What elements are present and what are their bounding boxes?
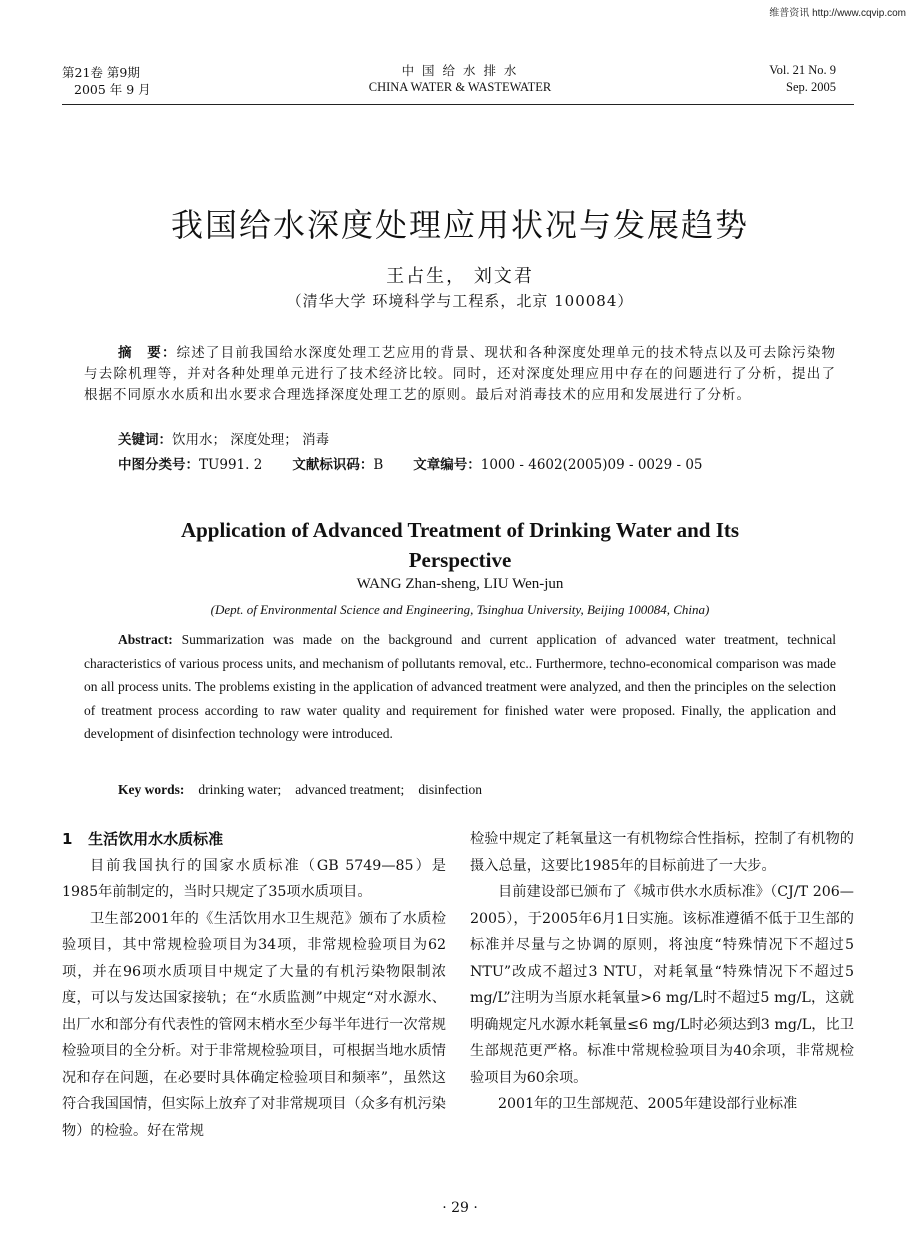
section-title: 生活饮用水水质标准	[88, 830, 224, 848]
keywords-en-label: Key words:	[118, 782, 185, 797]
body-column-right	[470, 826, 854, 1118]
watermark: 维普资讯 http://www.cqvip.com	[769, 8, 906, 19]
abstract-cn-text: 综述了目前我国给水深度处理工艺应用的背景、现状和各种深度处理单元的技术特点以及可去除污染物与去除机理等，并对各种处理单元进行了技术经济比较。同时，还对深度处理应用中存在的问题进行了分析，提出了根据不同原水水质和出水要求合理选择深度处理工艺的原则。最后对消毒技术的应用和发展进行了分析。	[84, 345, 836, 403]
affiliation-cn: （清华大学 环境科学与工程系，北京 100084）	[286, 292, 634, 310]
article-no-label: 文章编号：	[413, 457, 481, 473]
keywords-cn	[118, 428, 329, 448]
body-paragraph: 卫生部2001年的《生活饮用水卫生规范》颁布了水质检验项目，其中常规检验项目为34项，非常规检验项目为62项，并在96项水质项目中规定了大量的有机污染物限制浓度，可以与发达国家接轨；在“水质监测”中规定“对水源水、出厂水和部分有代表性的管网末梢水至少每半年进行一次常规检验项目的全分析。对于非常规检验项目，可根据当地水质情况和存在问题，在必要时具体确定检验项目和频率”，虽然这符合我国国情，但实际上放弃了对非常规项目（众多有机污染物）的检验。好在常规	[62, 910, 446, 1139]
body-paragraph: 检验中规定了耗氧量这一有机物综合性指标，控制了有机物的摄入总量，这要比1985年的目标前进了一大步。	[470, 831, 854, 874]
article-no-value: 1000 - 4602(2005)09 - 0029 - 05	[480, 457, 703, 473]
abstract-en	[84, 628, 836, 746]
abstract-cn-label: 摘 要：	[118, 345, 177, 361]
body-paragraph: 目前我国执行的国家水质标准（GB 5749—85）是1985年前制定的，当时只规定了35项水质项目。	[62, 857, 446, 900]
body-column-left	[62, 826, 446, 1144]
keyword-en-2: advanced treatment;	[295, 782, 405, 797]
authors-en: WANG Zhan-sheng, LIU Wen-jun	[356, 576, 564, 592]
keywords-cn-label: 关键词：	[118, 432, 172, 448]
abstract-cn	[84, 343, 836, 406]
classification-line	[118, 453, 703, 473]
body-paragraph: 目前建设部已颁布了《城市供水水质标准》（CJ/T 206—2005），于2005年6月1日实施。该标准遵循不低于卫生部的标准并尽量与之协调的原则，将浊度“特殊情况下不超过5 NTU”改成不超过3 NTU，对耗氧量“特殊情况下不超过5 mg/L”注明为当原水耗氧量>6 mg/L时不超过5 mg/L，这就明确规定凡水源水耗氧量≤6 mg/L时必须达到3 mg/L，比卫生部规范更严格。标准中常规检验项目为40余项，非常规检验项目为60余项。	[470, 884, 854, 1086]
body-paragraph: 2001年的卫生部规范、2005年建设部行业标准	[498, 1096, 798, 1112]
journal-name-en: CHINA WATER & WASTEWATER	[368, 80, 552, 94]
section-heading	[62, 826, 446, 853]
page-number: · 29 ·	[442, 1200, 478, 1216]
header-date-cn: 2005 年 9 月	[74, 82, 151, 97]
abstract-en-label: Abstract:	[118, 632, 173, 647]
section-number: 1	[62, 830, 73, 848]
keyword-en-3: disinfection	[418, 782, 483, 797]
header-volume-cn: 第21卷 第9期	[62, 65, 140, 80]
doc-code-label: 文献标识码：	[292, 457, 374, 473]
keywords-cn-text: 饮用水； 深度处理； 消毒	[172, 432, 330, 448]
paper-title-cn: 我国给水深度处理应用状况与发展趋势	[170, 206, 749, 244]
header-volume-en: Vol. 21 No. 9	[769, 63, 836, 77]
header-date-en: Sep. 2005	[786, 80, 836, 94]
authors-cn: 王占生， 刘文君	[386, 266, 534, 287]
header-rule	[62, 104, 854, 105]
paper-title-en-line2: Perspective	[408, 548, 512, 572]
affiliation-en: (Dept. of Environmental Science and Engineering, Tsinghua University, Beijing 100084, China)	[210, 602, 710, 617]
clc-value: TU991. 2	[199, 457, 263, 473]
doc-code-value: B	[373, 457, 384, 473]
journal-name-cn: 中 国 给 水 排 水	[401, 63, 519, 78]
header-right	[769, 62, 836, 96]
keywords-en	[118, 782, 482, 798]
keyword-en-1: drinking water;	[198, 782, 282, 797]
paper-title-en	[0, 515, 920, 575]
paper-title-en-line1: Application of Advanced Treatment of Drinking Water and Its	[180, 518, 740, 542]
clc-label: 中图分类号：	[118, 457, 199, 473]
abstract-en-text: Summarization was made on the background and current application of advanced water treatment, technical characteristics of various process units, and mechanism of pollutants removal, etc.. Furthermore, techno-economical comparison was made on all process units. The problems existing in the application of advanced treatment were analyzed, and then the principles on the selection of treatment process according to raw water quality and requirement for finished water were proposed. Finally, the application and development of disinfection technology were introduced.	[84, 632, 836, 741]
